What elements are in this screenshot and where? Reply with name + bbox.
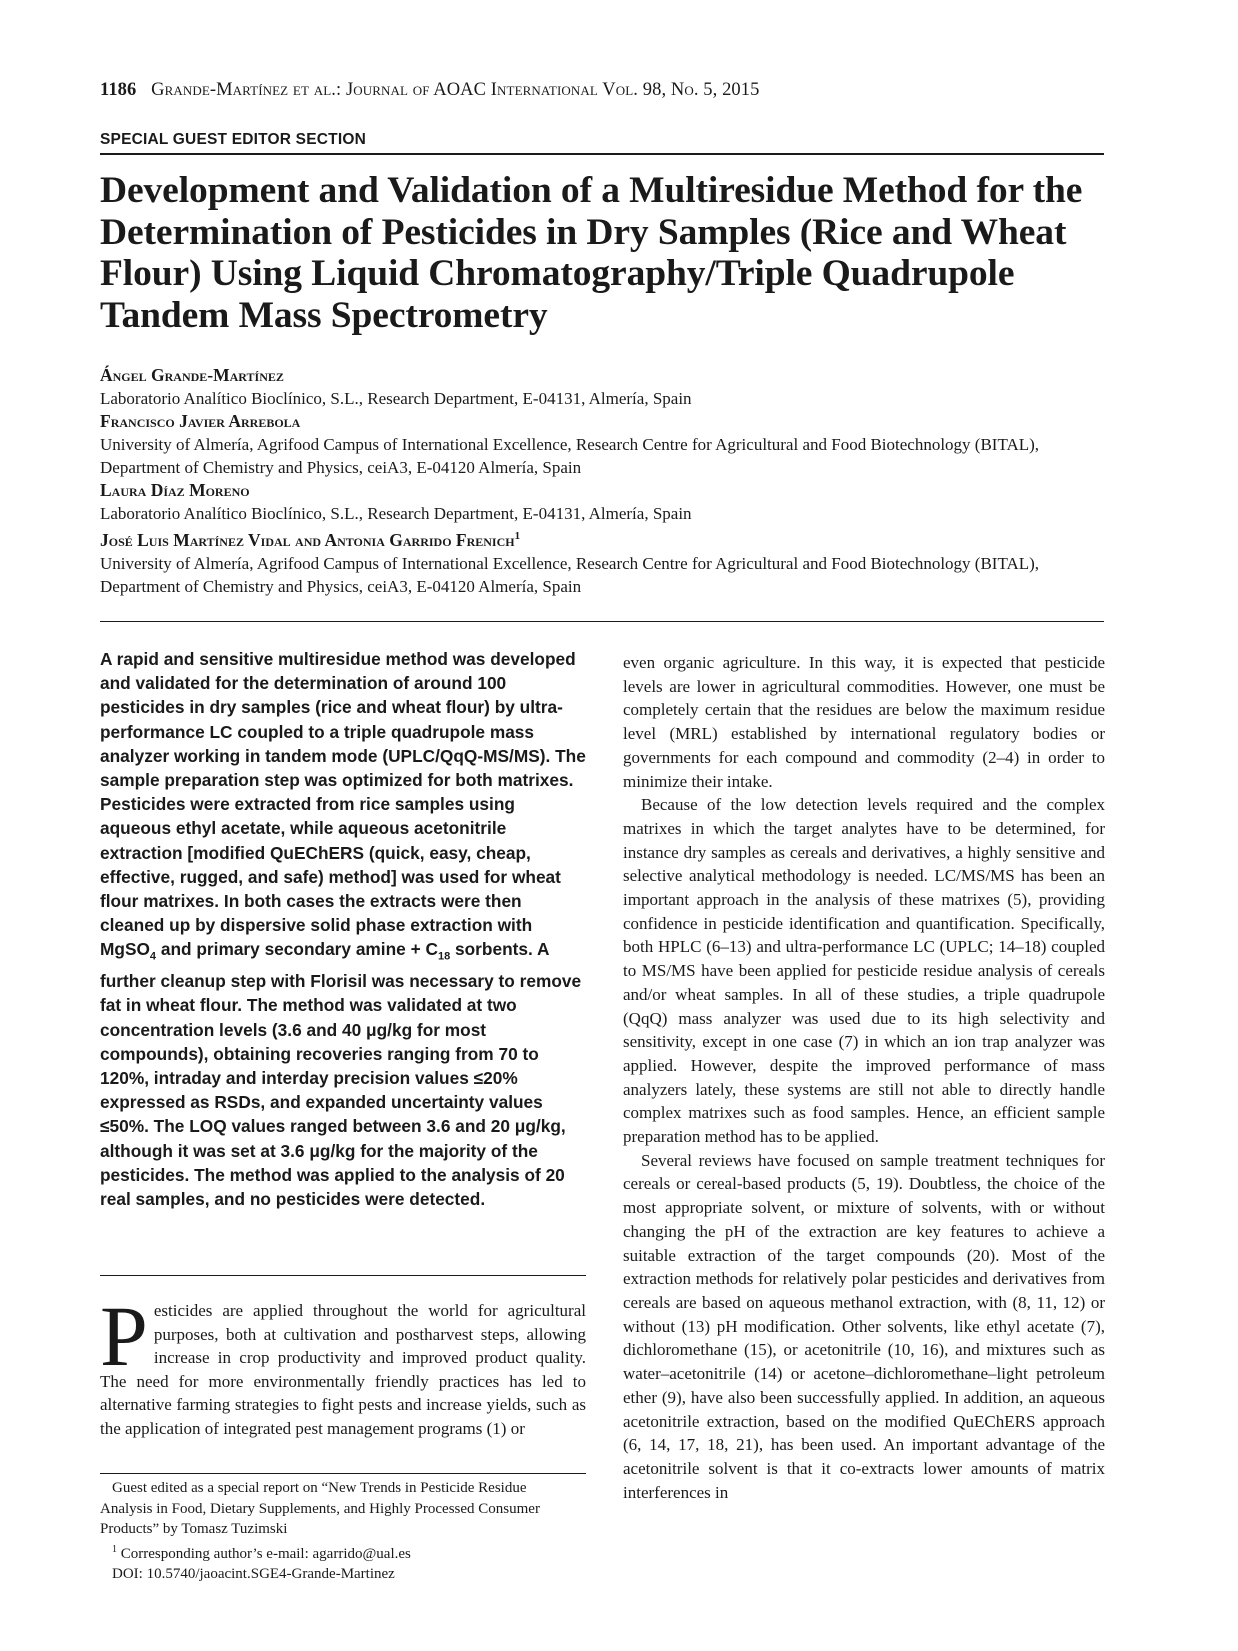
article-title: Development and Validation of a Multiresidue Method for the Determination of Pesticides in Dry Samples (Rice and Wheat Flour) Using Liquid Chromatography/Triple Quadrupole Tandem Mass Spectrometry [100,170,1083,336]
author-affiliation: University of Almería, Agrifood Campus of International Excellence, Research Centre for Agricultural and Food Biotechnology (BITAL), Department of Chemistry and Physics, ceiA3, E-04120 Almería, Spain [100,553,1040,596]
body-paragraph: Several reviews have focused on sample treatment techniques for cereals or cereal-based products (5, 19). Doubtless, the choice of the most appropriate solvent, or mixture of solvents, with or without changing the pH of the extraction are key features to achieve a suitable extraction of the target compounds (20). Most of the extraction methods for relatively polar pesticides and derivatives from cereals are based on aqueous methanol extraction, with (8, 11, 12) or without (13) pH modification. Other solvents, like ethyl acetate (7), dichloromethane (15), or acetonitrile (10, 16), and mixtures such as water–acetonitrile (14) or acetone–dichloromethane–light petroleum ether (9), have also been successfully applied. In addition, an aqueous acetonitrile extraction, based on the modified QuEChERS approach (6, 14, 17, 18, 21), has been used. An important advantage of the acetonitrile solvent is that it co-extracts lower amounts of matrix interferences in [623,1150,1105,1502]
drop-cap: P [100,1288,148,1384]
footnote-marker: 1 [112,1543,117,1555]
intro-text: esticides are applied throughout the world for agricultural purposes, both at cultivation and postharvest steps, allowing increase in crop productivity and improved product quality. The need for more environmentally friendly practices has led to alternative farming strategies to fight pests and increase yields, such as the application of integrated pest management programs (1) or [100,1301,586,1438]
body-paragraph: Because of the low detection levels required and the complex matrixes in which the target analytes have to be determined, for instance dry samples as cereals and derivatives, a highly sensitive and selective analytical methodology is needed. LC/MS/MS has been an important approach in the analysis of these matrixes (5), providing confidence in pesticide identification and quantification. Specifically, both HPLC (6–13) and ultra-performance LC (UPLC; 14–18) coupled to MS/MS have been applied for pesticide residue analysis of cereals and/or wheat samples. In all of these studies, a triple quadrupole (QqQ) mass analyzer was used due to its high selectivity and sensitivity, except in one case (7) in which an ion trap analyzer was applied. However, despite the improved performance of mass analyzers lately, these systems are still not able to directly handle complex matrixes such as food samples. Hence, an efficient sample preparation method has to be applied. [623,795,1105,1147]
author-name: Laura Díaz Moreno [100,480,250,500]
author-name-group [100,525,1110,552]
corresponding-marker: 1 [514,530,521,542]
body-paragraph: even organic agriculture. In this way, it is expected that pesticide levels are lower in agricultural commodities. However, one must be completely certain that the residues are below the maximum residue level (MRL) established by international regulatory bodies or governments for each compound and commodity (2–4) in order to minimize their intake. [623,653,1105,791]
abstract [100,647,586,1211]
footnote-guest-edited: Guest edited as a special report on “New Trends in Pesticide Residue Analysis in Food, Dietary Supplements, and Highly Processed Consumer Products” by Tomasz Tuzimski [100,1480,540,1537]
section-rule [100,153,1104,155]
author-name: Ángel Grande-Martínez [100,365,284,385]
abstract-text: sorbents. A further cleanup step with Florisil was necessary to remove fat in wheat flour. The method was validated at two concentration levels (3.6 and 40 μg/kg for most compounds), obtaining recoveries ranging from 70 to 120%, intraday and interday precision values ≤20% expressed as RSDs, and expanded uncertainty values ≤50%. The LOQ values ranged between 3.6 and 20 μg/kg, although it was set at 3.6 μg/kg for the majority of the pesticides. The method was applied to the analysis of 20 real samples, and no pesticides were detected. [100,939,582,1209]
abstract-text: A rapid and sensitive multiresidue method was developed and validated for the determination of around 100 pesticides in dry samples (rice and wheat flour) by ultra-performance LC coupled to a triple quadrupole mass analyzer working in tandem mode (UPLC/QqQ-MS/MS). The sample preparation step was optimized for both matrixes. Pesticides were extracted from rice samples using aqueous ethyl acetate, while aqueous acetonitrile extraction [modified QuEChERS (quick, easy, cheap, effective, rugged, and safe) method] was used for wheat flour matrixes. In both cases the extracts were then cleaned up by dispersive solid phase extraction with MgSO [100,649,586,960]
footnote-text: Corresponding author’s e-mail: agarrido@ual.es [117,1545,411,1562]
footnote-corresponding [100,1540,600,1565]
subscript: 18 [437,950,451,963]
author-name: José Luis Martínez Vidal and Antonia Garrido Frenich [100,529,515,550]
running-head-text: Grande-Martínez et al.: Journal of AOAC International Vol. 98, No. 5, 2015 [151,80,760,100]
abstract-text: and primary secondary amine + C [156,939,438,960]
subscript: 4 [149,950,157,963]
author-affiliation: Laboratorio Analítico Bioclínico, S.L., Research Department, E-04131, Almería, Spain [100,504,692,523]
intro-paragraph [100,1288,586,1440]
section-label: SPECIAL GUEST EDITOR SECTION [100,131,366,148]
header-rule [100,621,1104,622]
page-number: 1186 [100,80,137,100]
author-affiliation: University of Almería, Agrifood Campus of International Excellence, Research Centre for Agricultural and Food Biotechnology (BITAL), Department of Chemistry and Physics, ceiA3, E-04120 Almería, Spain [100,435,1040,477]
abstract-rule [100,1275,586,1276]
author-block [100,364,1110,598]
author-affiliation: Laboratorio Analítico Bioclínico, S.L., Research Department, E-04131, Almería, Spain [100,389,692,408]
author-name: Francisco Javier Arrebola [100,411,301,431]
footnotes [100,1478,600,1585]
footnote-doi: DOI: 10.5740/jaoacint.SGE4-Grande-Martinez [112,1566,395,1582]
running-head [100,80,1100,101]
body-column-right [623,651,1105,1504]
footnote-rule [100,1473,586,1474]
